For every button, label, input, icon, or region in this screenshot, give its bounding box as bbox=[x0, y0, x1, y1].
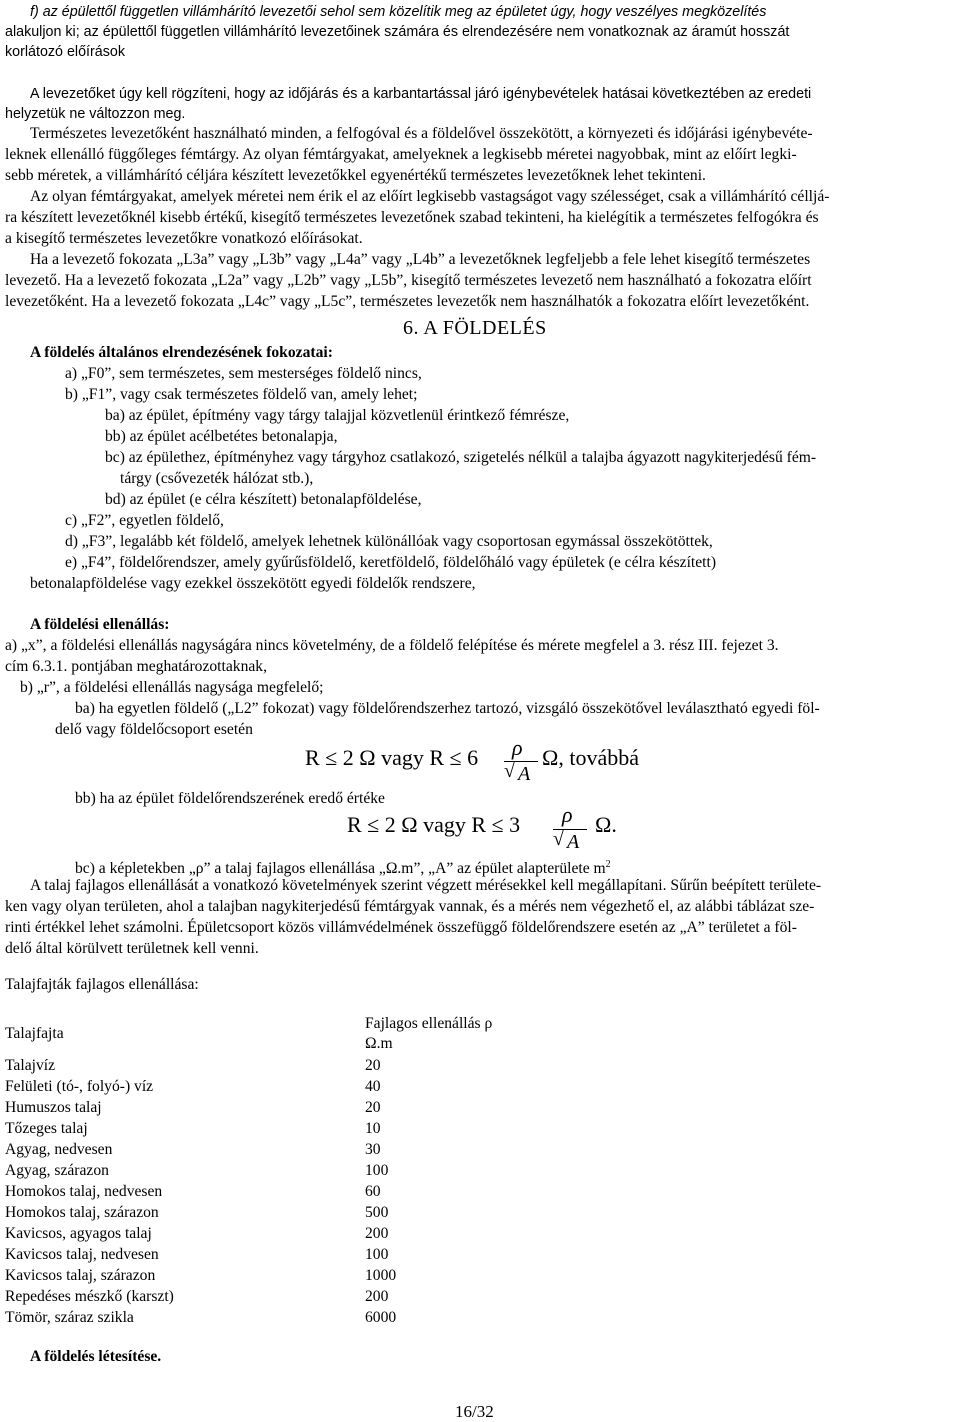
formula-2-denominator: A bbox=[567, 831, 580, 853]
table-cell-soil: Talajvíz bbox=[5, 1057, 55, 1074]
table-header-resistivity: Fajlagos ellenállás ρ bbox=[365, 1015, 493, 1032]
grounding-item-d: d) „F3”, legalább két földelő, amelyek lehetnek különállóak vagy csoportosan egymással összekötöttek, bbox=[65, 533, 713, 550]
table-row bbox=[5, 1055, 605, 1076]
measurement-paragraph-line1: A talaj fajlagos ellenállását a vonatkozó követelmények szerint végzett mérésekkel kell megállapítani. Sűrűn beépített területe- bbox=[30, 877, 822, 894]
table-cell-soil: Tömör, száraz szikla bbox=[5, 1309, 134, 1326]
section-title: 6. A FÖLDELÉS bbox=[403, 317, 547, 339]
table-row bbox=[5, 1223, 605, 1244]
grounding-item-bc-line2: tárgy (csővezeték hálózat stb.), bbox=[120, 470, 314, 487]
table-cell-soil: Repedéses mészkő (karszt) bbox=[5, 1288, 174, 1305]
formula-2-numerator: ρ bbox=[562, 802, 573, 827]
table-cell-soil: Agyag, nedvesen bbox=[5, 1141, 113, 1158]
grade-paragraph-line3: levezetőként. Ha a levezető fokozata „L4c” vagy „L5c”, természetes levezetők nem használhatók a fokozatra előírt levezetőként. bbox=[5, 293, 810, 310]
table-cell-soil: Homokos talaj, szárazon bbox=[5, 1204, 159, 1221]
table-row bbox=[5, 1265, 605, 1286]
establishment-heading: A földelés létesítése. bbox=[30, 1348, 162, 1365]
table-row bbox=[5, 1076, 605, 1097]
table-header-unit: Ω.m bbox=[365, 1035, 393, 1052]
grounding-item-c: c) „F2”, egyetlen földelő, bbox=[65, 512, 224, 529]
table-row bbox=[5, 1181, 605, 1202]
table-cell-resistivity: 6000 bbox=[365, 1309, 397, 1326]
table-row bbox=[5, 1139, 605, 1160]
natural-conductor-line1: Természetes levezetőként használható minden, a felfogóval és a földelővel összekötött, a környezeti és időjárási igénybevéte- bbox=[30, 125, 813, 142]
resistance-item-ba-line1: ba) ha egyetlen földelő („L2” fokozat) vagy földelőrendszerhez tartozó, vizsgáló összekötővel leválasztható egyedi föl- bbox=[75, 700, 820, 717]
table-cell-soil: Kavicsos talaj, nedvesen bbox=[5, 1246, 159, 1263]
table-cell-resistivity: 60 bbox=[365, 1183, 381, 1200]
formula-1-left: R ≤ 2 Ω vagy R ≤ 6 bbox=[305, 745, 479, 770]
formula-1-right: Ω, továbbá bbox=[542, 745, 639, 770]
page-number: 16/32 bbox=[455, 1402, 494, 1421]
resistance-item-a-line1: a) „x”, a földelési ellenállás nagyságára nincs követelmény, de a földelő felépítése és mérete megfelel a 3. rész III. fejezet 3. bbox=[5, 637, 779, 654]
resistance-heading: A földelési ellenállás: bbox=[30, 616, 170, 633]
table-cell-resistivity: 200 bbox=[365, 1225, 389, 1242]
auxiliary-conductor-line2: ra készített levezetőknél kisebb értékű, kisegítő természetes levezetőnek szabad tekinteni, ha kielégítik a természetes felfogókra és bbox=[5, 209, 819, 226]
table-cell-resistivity: 20 bbox=[365, 1057, 381, 1074]
grounding-item-e-line2: betonalapföldelése vagy ezekkel összekötött egyedi földelők rendszere, bbox=[30, 575, 476, 592]
table-cell-soil: Tőzeges talaj bbox=[5, 1120, 88, 1137]
formula-2-right: Ω. bbox=[595, 812, 617, 837]
grade-paragraph-line2: levezető. Ha a levezető fokozata „L2a” vagy „L2b” vagy „L5b”, kisegítő természetes levezető nem használható a fokozatra előírt bbox=[5, 272, 812, 289]
table-cell-soil: Felületi (tó-, folyó-) víz bbox=[5, 1078, 154, 1095]
grounding-item-bd: bd) az épület (e célra készített) betonalapföldelése, bbox=[105, 491, 422, 508]
measurement-paragraph-line2: ken vagy olyan területen, ahol a talajban nagykiterjedésű fémtárgyak vannak, és a mérés nem végezhető el, az alábbi táblázat sze- bbox=[5, 898, 815, 915]
table-cell-soil: Humuszos talaj bbox=[5, 1099, 102, 1116]
auxiliary-conductor-line3: a kisegítő természetes levezetőkre vonatkozó előírásokat. bbox=[5, 230, 363, 247]
formula-1-sqrt: √ bbox=[504, 760, 515, 782]
resistance-item-ba-line2: delő vagy földelőcsoport esetén bbox=[55, 721, 253, 738]
grounding-item-bb: bb) az épület acélbetétes betonalapja, bbox=[105, 428, 338, 445]
table-cell-resistivity: 200 bbox=[365, 1288, 389, 1305]
grounding-item-bc-line1: bc) az épülethez, építményhez vagy tárgyhoz csatlakozó, szigetelés nélkül a talajba ágyazott nagykiterjedésű fém- bbox=[105, 449, 817, 466]
fixing-paragraph-line1: A levezetőket úgy kell rögzíteni, hogy az időjárás és a karbantartással járó igénybevételek hatásai következtében az eredeti bbox=[30, 86, 812, 102]
resistance-item-bb: bb) ha az épület földelőrendszerének eredő értéke bbox=[75, 790, 385, 807]
table-cell-soil: Homokos talaj, nedvesen bbox=[5, 1183, 163, 1200]
grounding-heading: A földelés általános elrendezésének fokozatai: bbox=[30, 344, 333, 361]
grounding-item-b: b) „F1”, vagy csak természetes földelő van, amely lehet; bbox=[65, 386, 418, 403]
table-row bbox=[5, 1244, 605, 1265]
grounding-item-e-line1: e) „F4”, földelőrendszer, amely gyűrűsföldelő, keretföldelő, földelőháló vagy épületek (e célra készített) bbox=[65, 554, 717, 571]
table-row bbox=[5, 1286, 605, 1307]
grounding-item-a: a) „F0”, sem természetes, sem mesterséges földelő nincs, bbox=[65, 365, 422, 382]
table-row bbox=[5, 1160, 605, 1181]
table-cell-resistivity: 30 bbox=[365, 1141, 381, 1158]
formula-2-left: R ≤ 2 Ω vagy R ≤ 3 bbox=[347, 812, 521, 837]
measurement-paragraph-line3: rinti értékkel lehet számolni. Épületcsoport közös villámvédelmének összefüggő földelőrendszere esetén az „A” területet a föl- bbox=[5, 919, 797, 936]
resistance-item-b: b) „r”, a földelési ellenállás nagysága megfelelő; bbox=[20, 679, 324, 696]
table-row bbox=[5, 1118, 605, 1139]
natural-conductor-line2: leknek ellenálló függőleges fémtárgy. Az olyan fémtárgyakat, amelyeknek a legkisebb méretei nagyobbak, mint az előírt legki- bbox=[5, 146, 797, 163]
grade-paragraph-line1: Ha a levezető fokozata „L3a” vagy „L3b” vagy „L4a” vagy „L4b” a levezetőknek legfeljebb a fele lehet kisegítő természetes bbox=[30, 251, 811, 268]
table-cell-resistivity: 100 bbox=[365, 1246, 389, 1263]
item-f-line3: korlátozó előírások bbox=[5, 44, 125, 60]
fixing-paragraph-line2: helyzetük ne változzon meg. bbox=[5, 106, 186, 122]
table-cell-soil: Kavicsos, agyagos talaj bbox=[5, 1225, 152, 1242]
measurement-paragraph-line4: delő által körülvett területnek kell venni. bbox=[5, 940, 259, 957]
item-f-line1: f) az épülettől független villámhárító levezetői sehol sem közelítik meg az épületet úgy, hogy veszélyes megközelítés bbox=[30, 4, 767, 20]
table-caption: Talajfajták fajlagos ellenállása: bbox=[5, 976, 199, 993]
auxiliary-conductor-line1: Az olyan fémtárgyakat, amelyek méretei nem érik el az előírt legkisebb vastagságot vagy szélességet, csak a villámhárító célljá- bbox=[30, 188, 830, 205]
item-f-line2: alakuljon ki; az épülettől független villámhárító levezetőinek számára és elrendezésére nem vonatkoznak az áramút hosszát bbox=[5, 24, 790, 40]
table-cell-resistivity: 40 bbox=[365, 1078, 381, 1095]
table-header-soil: Talajfajta bbox=[5, 1025, 64, 1042]
resistance-item-bc-text: bc) a képletekben „ρ” a talaj fajlagos ellenállása „Ω.m”, „A” az épület alapterülete m bbox=[75, 860, 606, 878]
formula-1-denominator: A bbox=[518, 763, 531, 785]
table-row bbox=[5, 1307, 605, 1328]
table-row bbox=[5, 1202, 605, 1223]
table-cell-soil: Kavicsos talaj, szárazon bbox=[5, 1267, 156, 1284]
grounding-item-ba: ba) az épület, építmény vagy tárgy talajjal közvetlenül érintkező fémrésze, bbox=[105, 407, 570, 424]
table-cell-resistivity: 20 bbox=[365, 1099, 381, 1116]
table-cell-soil: Agyag, szárazon bbox=[5, 1162, 109, 1179]
resistance-item-bc-sup: 2 bbox=[605, 859, 611, 870]
table-cell-resistivity: 500 bbox=[365, 1204, 389, 1221]
table-cell-resistivity: 10 bbox=[365, 1120, 381, 1137]
table-cell-resistivity: 100 bbox=[365, 1162, 389, 1179]
formula-2-sqrt: √ bbox=[553, 828, 564, 850]
resistance-item-a-line2: cím 6.3.1. pontjában meghatározottaknak, bbox=[5, 658, 267, 675]
table-cell-resistivity: 1000 bbox=[365, 1267, 397, 1284]
natural-conductor-line3: sebb méretek, a villámhárító céljára készített levezetőkkel egyenértékű természetes levezetőknek lehet tekinteni. bbox=[5, 167, 706, 184]
table-row bbox=[5, 1097, 605, 1118]
formula-1-numerator: ρ bbox=[512, 735, 523, 760]
